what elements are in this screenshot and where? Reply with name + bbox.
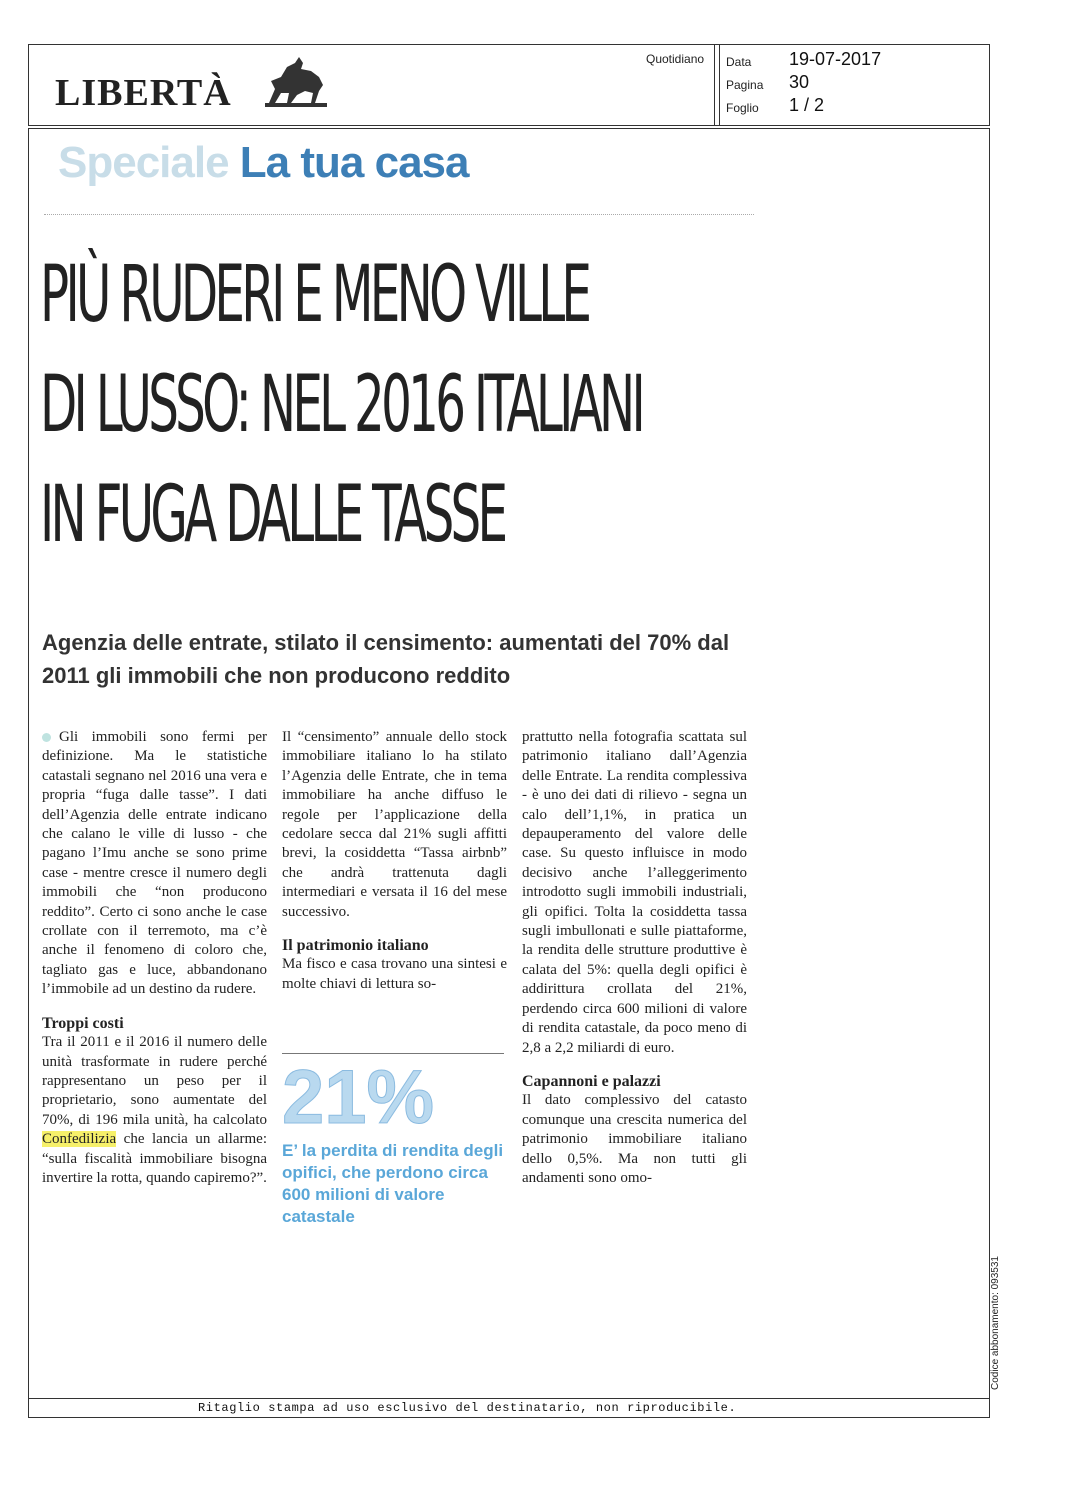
masthead-frame <box>28 44 990 126</box>
date-value: 19-07-2017 <box>789 49 882 69</box>
bullet-dot-icon <box>42 733 51 742</box>
sheet-value: 1 / 2 <box>789 95 825 115</box>
article-column-1 <box>42 728 267 1188</box>
sheet-label: Foglio <box>726 101 759 115</box>
kicker-speciale: Speciale <box>58 138 229 187</box>
callout-rule <box>282 1053 504 1054</box>
paragraph-text: Gli immobili sono fermi per definizione. Ma le statistiche catastali segnano nel 2016 una vera e propria “fuga dalle tasse”. I dati dell’Agenzia delle entrate indicano che calano le ville di lusso - che pagano l’Imu anche se sono prime case - mentre cresce il numero degli immobili che “non producono reddito”. Certo ci sono anche le case crollate con il terremoto, ma c’è anche il fenomeno di coloro che, tagliato gas e luce, abbandonano l’immobile ad un destino da rudere. <box>42 729 267 998</box>
kicker-rule <box>44 214 754 215</box>
equestrian-statue-icon <box>261 55 331 109</box>
paragraph: Il “censimento” annuale dello stock immobiliare italiano lo ha stilato l’Agenzia delle Entrate, che in tema immobiliare ha anche diffuso le regole per l’applicazione della cedolare secca dal 21% sugli affitti brevi, la cosiddetta “Tassa airbnb” che andrà trattenuta dagli intermediari e versata il 16 del mese successivo. <box>282 729 507 920</box>
paragraph: Il dato complessivo del catasto comunque una crescita numerica del patrimonio immobiliare italiano dello 0,5%. Ma non tutti gli andamenti sono omo- <box>522 1092 747 1186</box>
headline-line: IN FUGA DALLE TASSE <box>40 470 505 560</box>
footer-disclaimer: Ritaglio stampa ad uso esclusivo del destinatario, non riproducibile. <box>198 1401 737 1415</box>
paragraph: prattutto nella fotografia scattata sul patrimonio italiano dall’Agenzia delle Entrate. La rendita complessiva - è uno dei dati di rilievo - segna un calo dell’1,1%, in pratica un depauperamento del valore delle case. Su questo influisce in modo decisivo anche l’alleggerimento introdotto sugli immobili industriali, gli opifici. Tolta la cosiddetta tassa sugli imbullonati e sulle piattaforme, la rendita delle strutture produttive è calata del 5%: quella degli opifici è addirittura crollata del 21%, perdendo circa 600 milioni di valore di rendita catastale, da poco meno di 2,8 a 2,2 miliardi di euro. <box>522 729 747 1056</box>
section-title-troppi-costi: Troppi costi <box>42 1014 124 1032</box>
masthead-divider <box>714 45 715 125</box>
paragraph <box>42 1033 267 1188</box>
paragraph: Ma fisco e casa trovano una sintesi e molte chiavi di lettura so- <box>282 956 507 992</box>
publication-logo: LIBERTÀ <box>55 72 232 114</box>
kicker-la-tua-casa: La tua casa <box>239 138 469 187</box>
callout-box <box>282 1053 504 1228</box>
subheadline: Agenzia delle entrate, stilato il censimento: aumentati del 70% dal 2011 gli immobili che non producono reddito <box>42 630 730 688</box>
paragraph-text: che lancia un allarme: “sulla fiscalità immobiliare bisogna invertire la rotta, quando capiremo?”. <box>42 1131 267 1186</box>
callout-number: 21% <box>282 1055 435 1140</box>
section-title-capannoni: Capannoni e palazzi <box>522 1072 661 1090</box>
callout-text: E’ la perdita di rendita degli opifici, che perdono circa 600 milioni di valore catastale <box>282 1141 504 1226</box>
paragraph <box>42 728 267 1000</box>
paragraph-text: Tra il 2011 e il 2016 il numero delle unità trasformate in rudere perché rappresentano un peso per il proprietario, sono aumentate del 70%, di 196 mila unità, ha calcolato <box>42 1034 267 1128</box>
date-label: Data <box>726 55 752 69</box>
highlighted-confedilizia: Confedilizia <box>42 1131 117 1148</box>
headline-line: PIÙ RUDERI E MENO VILLE <box>40 250 589 340</box>
page-label: Pagina <box>726 78 764 92</box>
page-value: 30 <box>789 72 810 92</box>
section-title-patrimonio: Il patrimonio italiano <box>282 937 429 955</box>
article-column-3 <box>522 728 747 1188</box>
headline-line: DI LUSSO: NEL 2016 ITALIANI <box>40 360 642 450</box>
section-kicker <box>58 138 468 188</box>
article-column-2 <box>282 728 507 994</box>
source-type: Quotidiano <box>646 52 705 66</box>
subscription-code: Codice abbonamento: 093531 <box>990 1256 1001 1390</box>
masthead-divider <box>719 45 720 125</box>
headline <box>40 240 642 570</box>
